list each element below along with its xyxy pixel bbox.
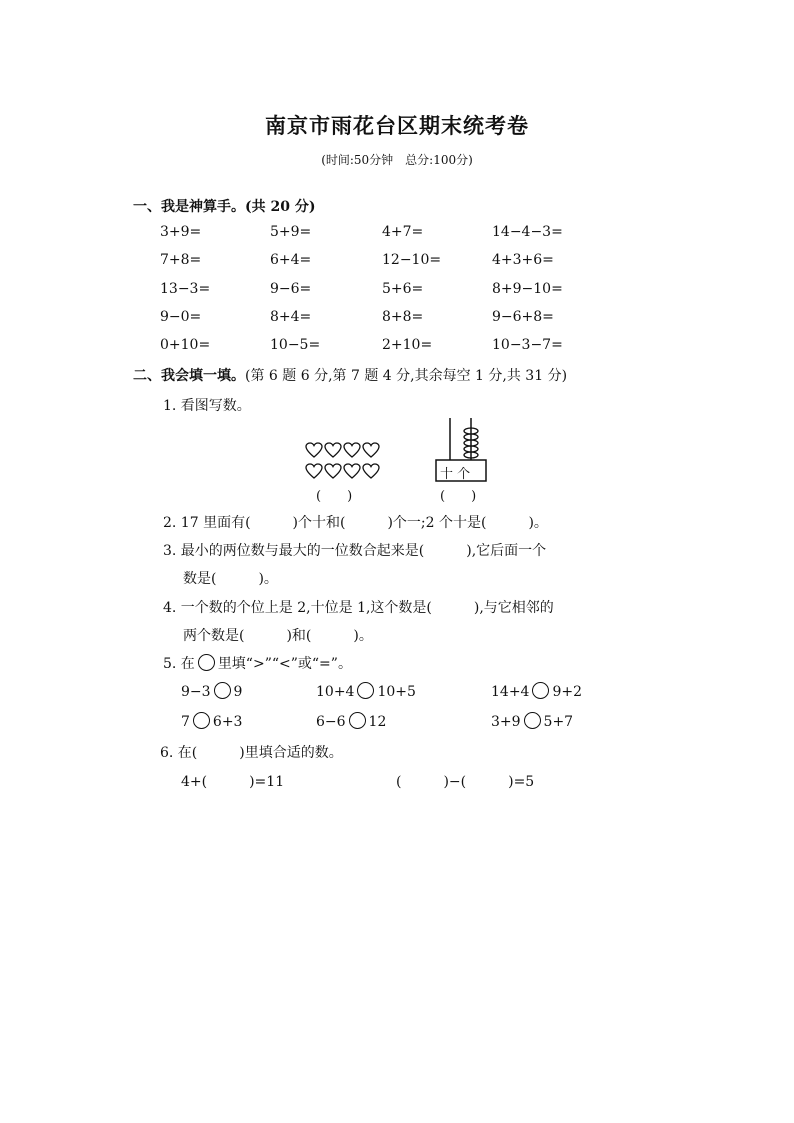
compare-right: 12 [368, 714, 387, 730]
calc-item: 4+7= [382, 224, 424, 240]
calc-item: 13−3= [160, 281, 211, 297]
compare-item [491, 712, 573, 730]
calc-item: 8+4= [270, 309, 312, 325]
compare-right: 6+3 [212, 714, 243, 730]
fill-equation-right: ( )−( )=5 [396, 774, 535, 790]
circle-icon[interactable] [214, 682, 231, 699]
exam-info: (时间:50分钟 总分:100分) [321, 153, 473, 167]
heart-icon [344, 464, 360, 478]
calc-item: 5+6= [382, 281, 424, 297]
question-4-line-2: 两个数是( )和( )。 [183, 628, 373, 644]
calc-item: 9−6= [270, 281, 312, 297]
calc-item: 6+4= [270, 252, 312, 268]
compare-left: 6−6 [316, 714, 346, 730]
circle-icon[interactable] [524, 712, 541, 729]
calc-item: 10−5= [270, 337, 321, 353]
heart-icon [306, 443, 322, 457]
compare-left: 3+9 [491, 714, 521, 730]
circle-icon[interactable] [193, 712, 210, 729]
compare-right: 9+2 [552, 684, 582, 700]
calc-item: 14−4−3= [492, 224, 563, 240]
heart-icon [363, 443, 379, 457]
section-2-heading [133, 365, 567, 385]
section-2-score-note: (第 6 题 6 分,第 7 题 4 分,其余每空 1 分,共 31 分) [245, 368, 568, 384]
calc-item: 7+8= [160, 252, 202, 268]
compare-right: 9 [233, 684, 243, 700]
page-title: 南京市雨花台区期末统考卷 [265, 113, 529, 138]
calc-item: 8+8= [382, 309, 424, 325]
question-4-line-1: 4. 一个数的个位上是 2,十位是 1,这个数是( ),与它相邻的 [163, 600, 554, 616]
compare-left: 7 [181, 714, 190, 730]
calc-item: 12−10= [382, 252, 442, 268]
compare-item [181, 682, 242, 700]
hearts-picture [304, 440, 384, 482]
compare-left: 9−3 [181, 684, 211, 700]
calc-item: 9−6+8= [492, 309, 554, 325]
compare-left: 14+4 [491, 684, 530, 700]
heart-icon [363, 464, 379, 478]
calc-item: 0+10= [160, 337, 211, 353]
question-1: 1. 看图写数。 [163, 398, 251, 414]
compare-item [491, 682, 582, 700]
circle-icon[interactable] [357, 682, 374, 699]
compare-item [181, 712, 242, 730]
heart-icon [325, 464, 341, 478]
question-6: 6. 在( )里填合适的数。 [160, 745, 343, 761]
circle-icon[interactable] [532, 682, 549, 699]
compare-item [316, 712, 386, 730]
heart-icon [344, 443, 360, 457]
circle-icon [198, 654, 215, 671]
section-1-heading: 一、我是神算手。(共 20 分) [133, 199, 316, 215]
calc-item: 10−3−7= [492, 337, 563, 353]
section-2-title: 二、我会填一填。 [133, 368, 245, 384]
calc-item: 5+9= [270, 224, 312, 240]
abacus-place-labels: 十 个 [440, 467, 471, 482]
calc-item: 4+3+6= [492, 252, 554, 268]
question-3-line-1: 3. 最小的两位数与最大的一位数合起来是( ),它后面一个 [163, 543, 547, 559]
calc-item: 2+10= [382, 337, 433, 353]
answer-blank-abacus: ( ) [440, 489, 477, 504]
heart-icon [325, 443, 341, 457]
compare-item [316, 682, 416, 700]
calc-item: 3+9= [160, 224, 202, 240]
question-3-line-2: 数是( )。 [183, 571, 278, 587]
question-5 [163, 653, 352, 673]
calc-item: 9−0= [160, 309, 202, 325]
calc-item: 8+9−10= [492, 281, 563, 297]
compare-left: 10+4 [316, 684, 355, 700]
question-2: 2. 17 里面有( )个十和( )个一;2 个十是( )。 [163, 515, 548, 531]
answer-blank-hearts: ( ) [316, 489, 353, 504]
question-5-prefix: 5. 在 [163, 656, 195, 672]
fill-equation-left: 4+( )=11 [181, 774, 285, 790]
heart-icon [306, 464, 322, 478]
question-5-suffix: 里填“>”“<”或“=”。 [217, 656, 352, 672]
compare-right: 5+7 [543, 714, 574, 730]
compare-right: 10+5 [377, 684, 416, 700]
circle-icon[interactable] [349, 712, 366, 729]
